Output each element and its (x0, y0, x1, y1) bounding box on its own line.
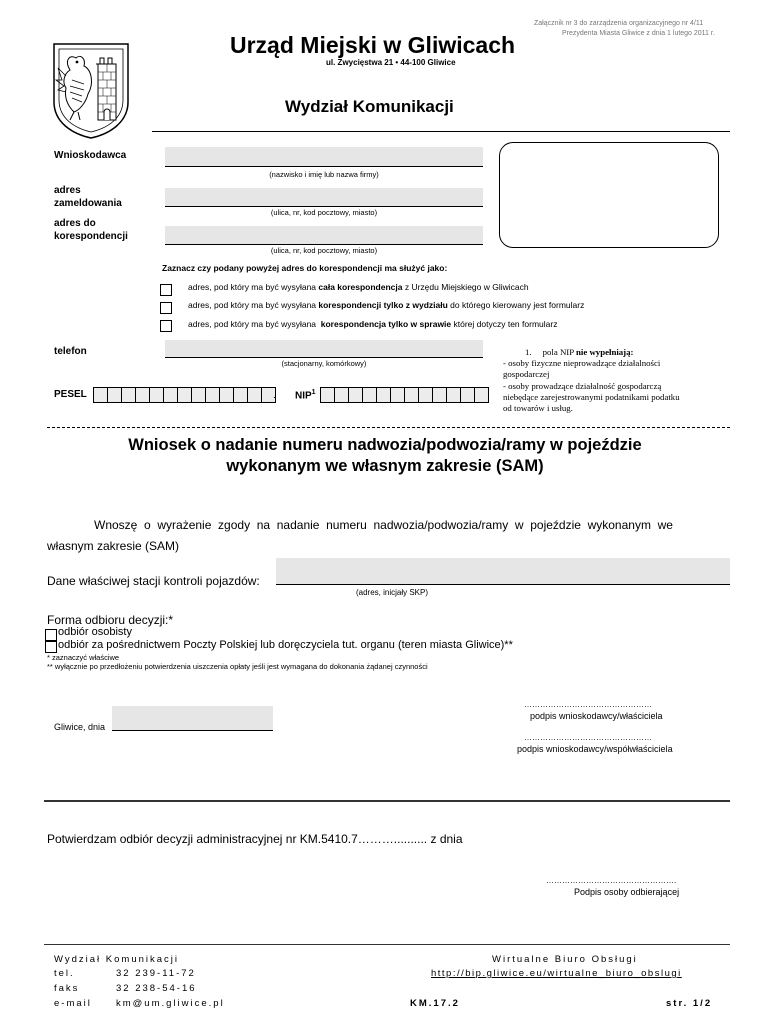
coat-of-arms-logo (50, 40, 132, 140)
nip-note-line-3: gospodarczej (503, 369, 550, 380)
nip-label: NIP$^1$ (295, 389, 316, 402)
nip-note-line-1: 1. pola NIP nie wypełniają: (525, 347, 634, 357)
footer-fax-label: faks (54, 983, 80, 994)
option-case-checkbox[interactable] (160, 320, 172, 332)
station-label: Dane właściwej stacji kontroli pojazdów: (47, 574, 260, 588)
registered-address-label-1: adres (54, 185, 81, 196)
footnote-1: * zaznaczyć właściwe (47, 653, 120, 662)
option-department-label: adres, pod który ma być wysyłana korespondencji tylko z wydziału do którego kierowany jest formularz (188, 300, 585, 310)
correspondence-address-underline (165, 244, 483, 245)
signature-label-coowner: podpis wnioskodawcy/współwłaściciela (517, 744, 673, 754)
confirm-divider (44, 800, 730, 802)
nip-note-line-2: - osoby fizyczne nieprowadzące działalności (503, 358, 661, 369)
pickup-personal-label: odbiór osobisty (58, 626, 132, 638)
pesel-boxes[interactable] (93, 387, 276, 403)
signature-dots-owner: ………………………………………… (524, 700, 652, 709)
applicant-name-field[interactable] (165, 147, 483, 166)
footnote-2: ** wyłącznie po przedłożeniu potwierdzenia uiszczenia opłaty jeśli jest wymagana do dokonania żądanej czynności (47, 662, 428, 671)
place-date-label: Gliwice, dnia (54, 722, 106, 732)
department-title: Wydział Komunikacji (285, 97, 454, 116)
footer-divider (44, 944, 730, 945)
footer-tel: 32 239-11-72 (116, 968, 196, 979)
signature-dots-coowner: ………………………………………… (524, 733, 652, 742)
option-all-correspondence-label: adres, pod który ma być wysyłana cała korespondencja z Urzędu Miejskiego w Gliwicach (188, 282, 529, 292)
footer-url-link[interactable]: http://bip.gliwice.eu/wirtualne_biuro_obslugi (431, 968, 682, 979)
correspondence-instruction: Zaznacz czy podany powyżej adres do korespondencji ma służyć jako: (162, 263, 448, 273)
registered-address-hint: (ulica, nr, kod pocztowy, miasto) (270, 208, 378, 217)
stamp-box (499, 142, 719, 248)
correspondence-address-hint: (ulica, nr, kod pocztowy, miasto) (270, 246, 378, 255)
applicant-name-underline (165, 166, 483, 167)
nip-boxes[interactable] (320, 387, 489, 403)
correspondence-address-label-1: adres do (54, 218, 96, 229)
option-department-checkbox[interactable] (160, 302, 172, 314)
annotation-line-2: Prezydenta Miasta Gliwice z dnia 1 lutego 2011 r. (562, 30, 715, 37)
footer-email[interactable]: km@um.gliwice.pl (116, 998, 225, 1009)
pickup-post-checkbox[interactable] (45, 641, 57, 653)
applicant-label: Wnioskodawca (54, 150, 127, 161)
nip-note-line-5: niebędące zarejestrowanymi podatnikami podatku (503, 391, 680, 402)
registered-address-label-2: zameldowania (54, 198, 122, 209)
office-title: Urząd Miejski w Gliwicach (230, 32, 516, 58)
phone-field[interactable] (165, 340, 483, 357)
request-text-line-1: Wnoszę o wyrażenie zgody na nadanie numeru nadwozia/podwozia/ramy w pojeździe wykonanym we (94, 518, 673, 532)
nip-note-line-4: - osoby prowadzące działalność gospodarczą (503, 380, 662, 391)
phone-label: telefon (54, 346, 87, 357)
footer-document-code: KM.17.2 (410, 998, 460, 1009)
annotation-line-1: Załącznik nr 3 do zarządzenia organizacyjnego nr 4/11 (534, 20, 704, 27)
date-field[interactable] (112, 706, 273, 730)
registered-address-field[interactable] (165, 188, 483, 206)
footer-virtual-office: Wirtualne Biuro Obsługi (492, 954, 638, 965)
pickup-label: Forma odbioru decyzji:* (47, 613, 174, 627)
footer-department: Wydział Komunikacji (54, 954, 180, 965)
nip-note-line-6: od towarów i usług. (503, 403, 573, 414)
nip-note (503, 347, 723, 414)
date-underline (112, 730, 273, 731)
correspondence-address-field[interactable] (165, 226, 483, 244)
section-divider (47, 427, 730, 428)
footer-page-number: str. 1/2 (666, 998, 713, 1009)
form-title-line-2: wykonanym we własnym zakresie (SAM) (226, 457, 544, 475)
footer-email-label: e-mail (54, 998, 92, 1009)
pickup-personal-checkbox[interactable] (45, 629, 57, 641)
request-text-line-2: własnym zakresie (SAM) (47, 539, 180, 553)
office-address: ul. Zwycięstwa 21 • 44-100 Gliwice (326, 58, 456, 67)
confirm-text: Potwierdzam odbiór decyzji administracyjnej nr KM.5410.7……….......... z dnia (47, 832, 463, 846)
station-field[interactable] (276, 558, 730, 584)
option-all-correspondence-checkbox[interactable] (160, 284, 172, 296)
footer-fax: 32 238-54-16 (116, 983, 197, 994)
confirm-signature-dots: …………………………………………. (546, 876, 677, 885)
pesel-label: PESEL (54, 389, 87, 400)
station-underline (276, 584, 730, 585)
pickup-post-label: odbiór za pośrednictwem Poczty Polskiej lub doręczyciela tut. organu (teren miasta Gliwice)** (58, 639, 513, 651)
signature-label-owner: podpis wnioskodawcy/właściciela (530, 711, 663, 721)
phone-hint: (stacjonarny, komórkowy) (281, 359, 367, 368)
pesel-dot: . (273, 390, 276, 401)
phone-underline (165, 357, 483, 358)
correspondence-address-label-2: korespondencji (54, 231, 128, 242)
registered-address-underline (165, 206, 483, 207)
station-hint: (adres, inicjały SKP) (355, 588, 429, 597)
option-case-label: adres, pod który ma być wysyłana korespondencja tylko w sprawie której dotyczy ten formularz (188, 319, 558, 329)
applicant-name-hint: (nazwisko i imię lub nazwa firmy) (269, 170, 379, 179)
confirm-signature-label: Podpis osoby odbierającej (574, 887, 680, 897)
footer-tel-label: tel. (54, 968, 75, 979)
header-divider (152, 131, 730, 132)
form-title-line-1: Wniosek o nadanie numeru nadwozia/podwozia/ramy w pojeździe (128, 436, 642, 454)
